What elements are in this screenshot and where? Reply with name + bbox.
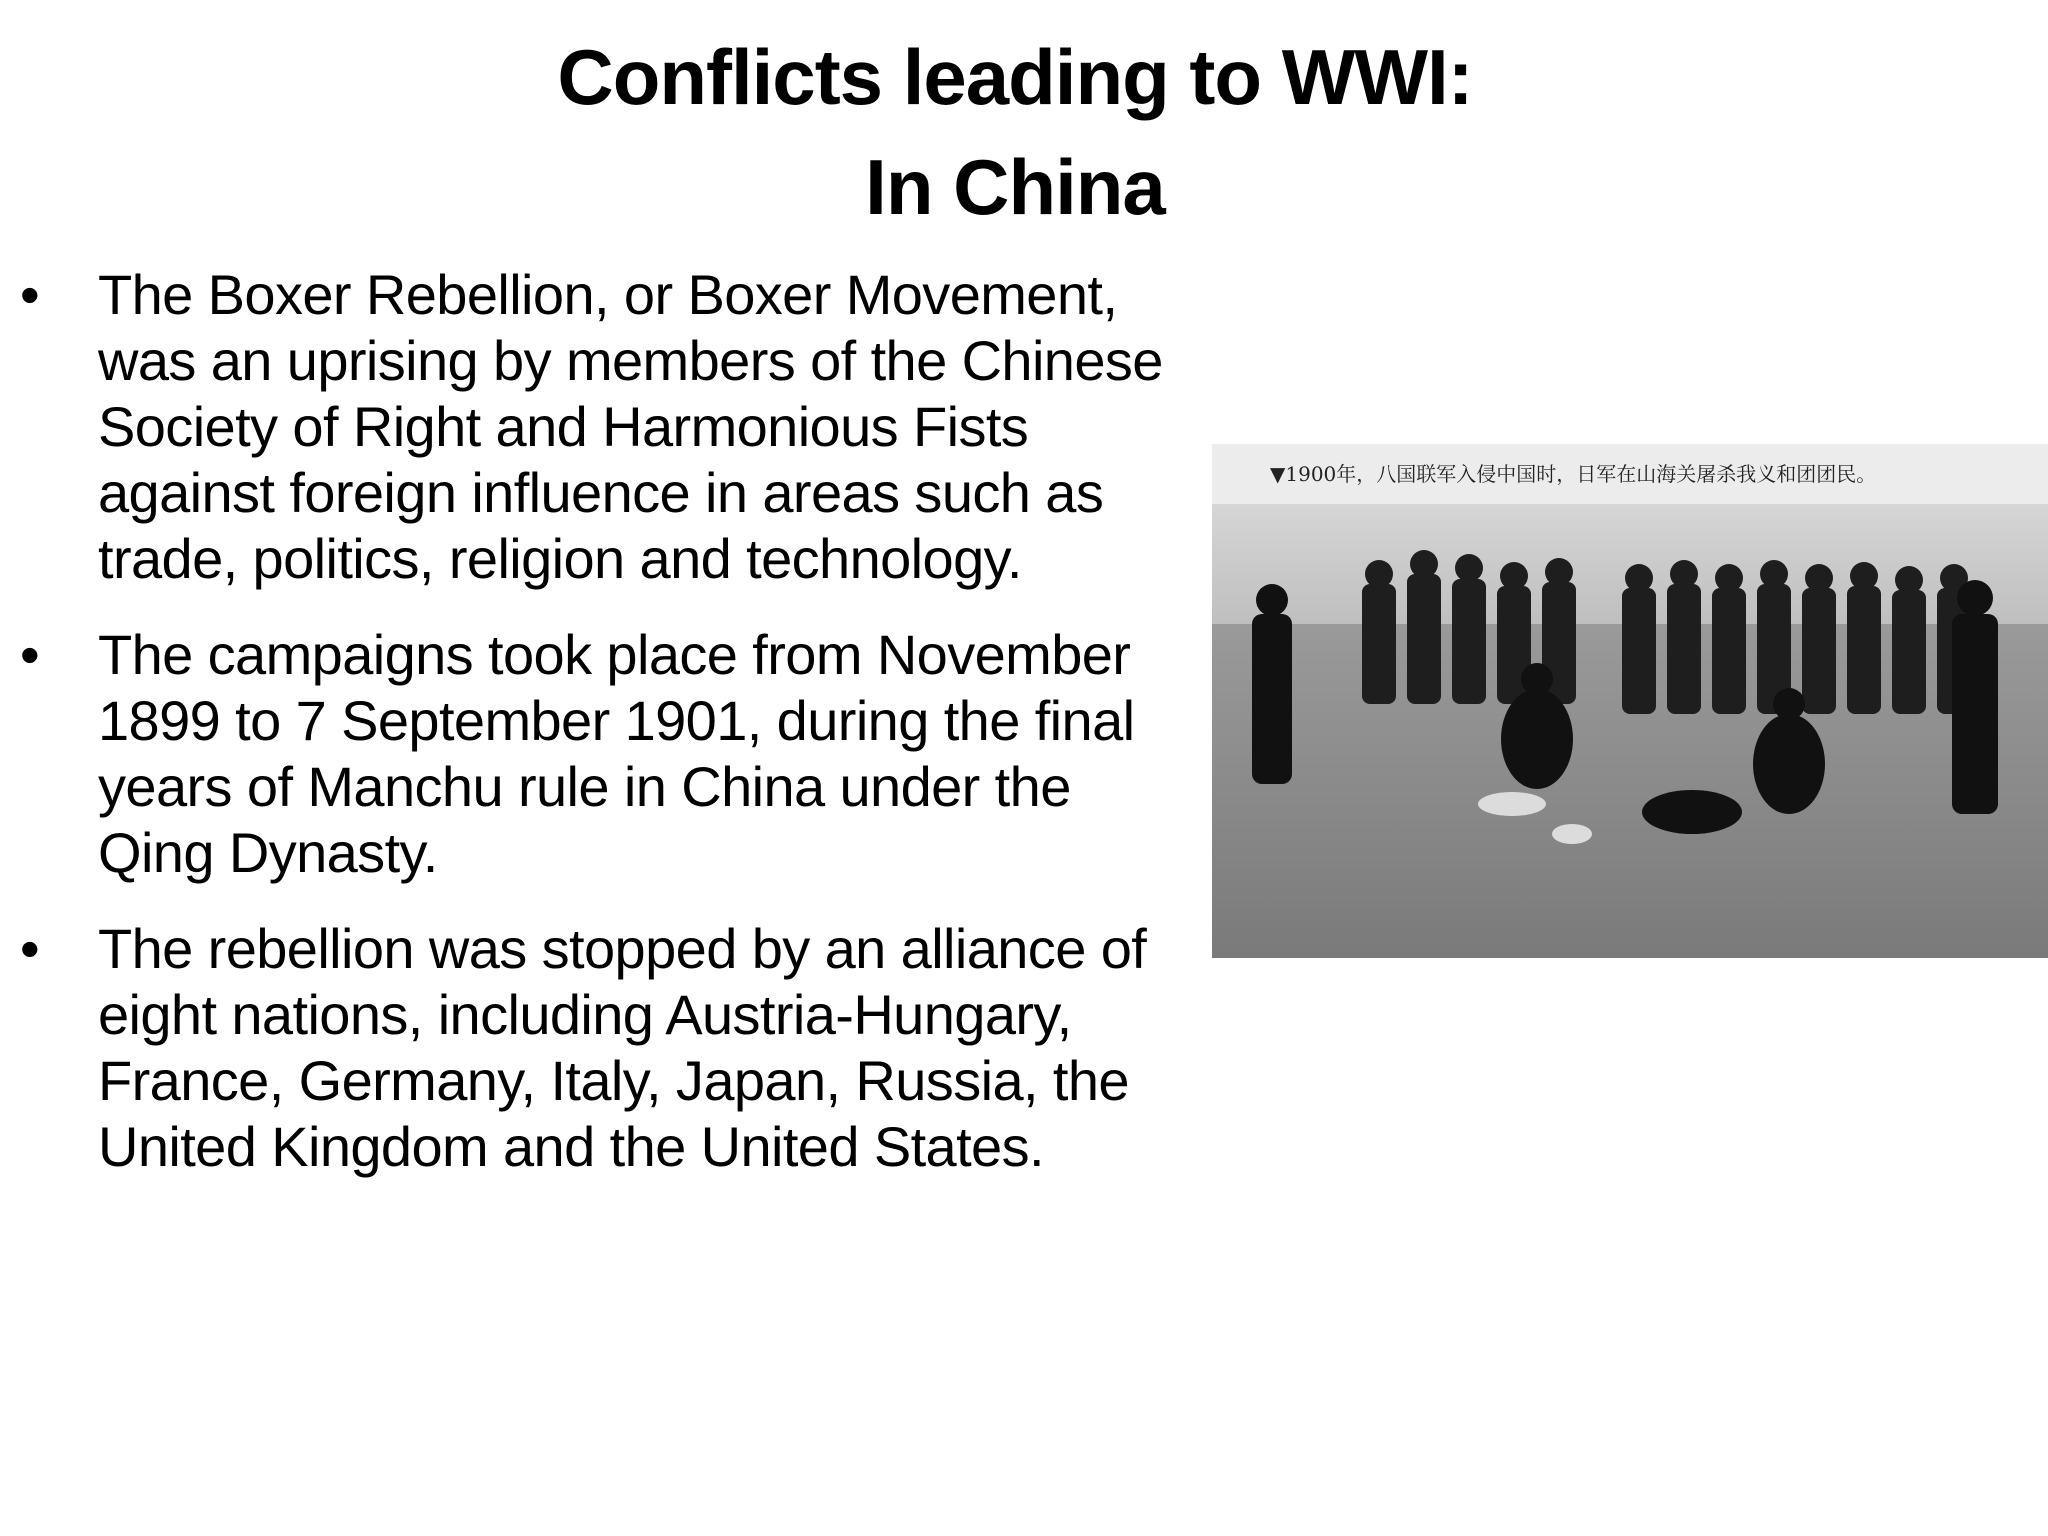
slide-title: [0, 22, 2030, 242]
photo-caption: ▼1900年，八国联军入侵中国时，日军在山海关屠杀我义和团团民。: [1212, 444, 2048, 504]
bullet-item: [20, 262, 1200, 592]
title-line-2: In China: [865, 143, 1165, 231]
historical-photo: [1212, 444, 2048, 958]
bullet-item: [20, 622, 1200, 886]
bullet-text: The campaigns took place from November 1899 to 7 September 1901, during the final years of Manchu rule in China under the Qing Dynasty.: [98, 623, 1135, 884]
bullet-text: The rebellion was stopped by an alliance of eight nations, including Austria-Hungary, France, Germany, Italy, Japan, Russia, the United Kingdom and the United States.: [98, 917, 1147, 1178]
bullet-marker: •: [20, 263, 40, 326]
title-line-1: Conflicts leading to WWI:: [557, 33, 1473, 121]
bullet-item: [20, 916, 1200, 1180]
bullet-text: The Boxer Rebellion, or Boxer Movement, was an uprising by members of the Chinese Society of Right and Harmonious Fists against foreign influence in areas such as trade, politics, religion and technology.: [98, 263, 1163, 590]
bullet-marker: •: [20, 623, 40, 686]
bullet-marker: •: [20, 917, 40, 980]
execution-scene-image: [1212, 504, 2048, 958]
bullet-list: [20, 262, 1200, 1210]
